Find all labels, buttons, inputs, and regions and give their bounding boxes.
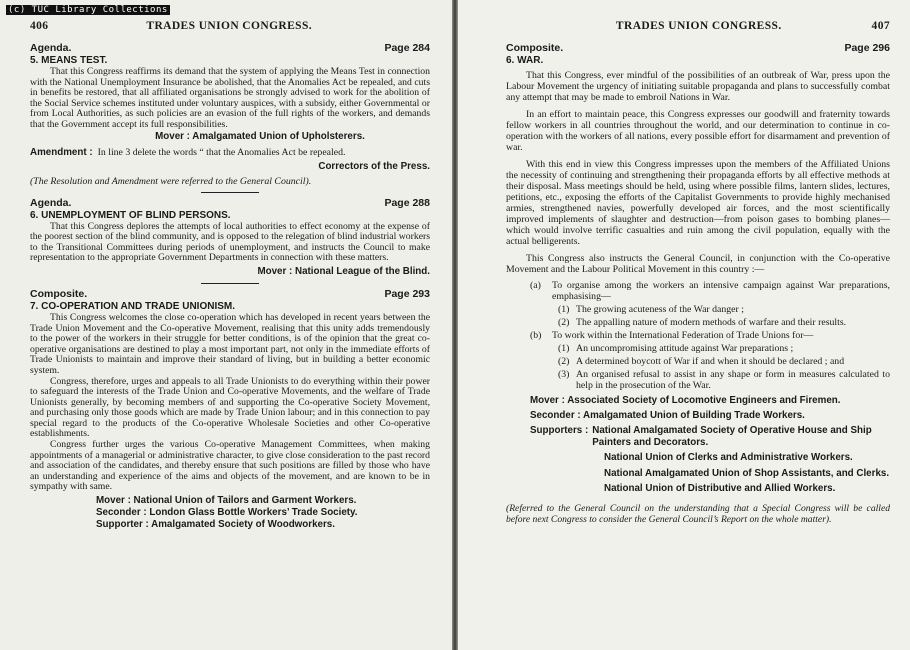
watermark: (c) TUC Library Collections (8, 5, 168, 15)
list-b-subitem-text: An uncompromising attitude against War preparations ; (576, 343, 794, 354)
war-supporters-label: Supporters : (530, 425, 589, 436)
s7-ref-page: Page 293 (384, 287, 430, 300)
s7-mover: Mover : National Union of Tailors and Garment Workers. (96, 495, 357, 507)
war-seconder: Seconder : Amalgamated Union of Building Trade Workers. (530, 410, 805, 421)
right-page-number: 407 (871, 20, 890, 32)
list-b-subitem-text: A determined boycott of War if and when it should be declared ; and (576, 356, 845, 367)
s6-mover: Mover : National League of the Blind. (257, 265, 430, 277)
list-a-item (530, 280, 890, 302)
right-running-title: TRADES UNION CONGRESS. (615, 20, 782, 32)
war-supporter-4: National Union of Distributive and Allied Workers. (604, 483, 836, 494)
s7-refline (30, 288, 430, 300)
list-a-subitems (506, 304, 890, 328)
list-b-subitem (558, 343, 890, 354)
left-running-title: TRADES UNION CONGRESS. (146, 20, 313, 32)
s5-body: That this Congress reaffirms its demand that the system of applying the Means Test in connection with the National Unemployment Insurance be abolished, that the Anomalies Act be repealed, and cuts in benefits be restored, that all affiliated organisations be strongly advised to work for the abolition of the Social Service schemes instituted under voluntary auspices, with a subsidy, either Governmental or from Local Authorities, as such policies are an evasion of the full rights of the workers, and demands that the Government accept its full responsibilities. (30, 66, 430, 130)
s5-amendment-label: Amendment : (30, 146, 93, 158)
left-running-spacer (410, 20, 430, 32)
war-refline (506, 42, 890, 54)
left-page (0, 0, 452, 650)
s7-ref-label: Composite. (30, 287, 88, 300)
s7-heading: 7. CO-OPERATION AND TRADE UNIONISM. (30, 300, 236, 312)
right-page (458, 0, 910, 650)
list-b-subitem-text: An organised refusal to assist in any shape or form in measures calculated to help in the prosecution of the War. (576, 369, 890, 391)
war-closing-note: (Referred to the General Council on the understanding that a Special Congress will be called before next Congress to consider the General Council’s Report on the whole matter). (506, 502, 890, 525)
list-a (506, 280, 890, 302)
s5-amendment (30, 147, 430, 158)
s7-seconder: Seconder : London Glass Bottle Workers’ Trade Society. (96, 507, 358, 519)
war-ref-page: Page 296 (844, 42, 890, 54)
s6-ref-page: Page 288 (384, 196, 430, 209)
s7-supporter: Supporter : Amalgamated Society of Woodworkers. (96, 519, 335, 531)
war-supporter-2: National Union of Clerks and Administrative Workers. (604, 452, 853, 463)
war-supporter-3: National Amalgamated Union of Shop Assistants, and Clerks. (604, 467, 890, 479)
s5-amendment-by: Correctors of the Press. (318, 160, 430, 172)
list-a-subitem-num: (2) (558, 317, 570, 328)
list-a-subitem-text: The growing acuteness of the War danger ; (576, 304, 744, 315)
war-heading: 6. WAR. (506, 55, 544, 66)
list-a-subitem (558, 304, 890, 315)
s5-ref-page: Page 284 (384, 42, 430, 54)
list-a-num: (a) (530, 280, 541, 291)
s7-body-1: This Congress welcomes the close co-operation which has developed in recent years between the Trade Union Movement and the Co-operative Movement, realising that this unity adds tremendously to the power of the workers in their struggle for better conditions, is of the opinion that the great co-operative organisations are destined to play a most important part, not only in the immediate efforts of Trade Unionists to maintain and improve their standard of living, but in building a better economic system. (30, 311, 430, 376)
list-b-subitems (506, 343, 890, 391)
war-supporters (506, 425, 890, 448)
list-b-text: To work within the International Federation of Trade Unions for— (552, 330, 814, 341)
list-a-subitem-text: The appalling nature of modern methods of warfare and their results. (576, 317, 847, 328)
list-b-subitem (558, 369, 890, 391)
list-b-subitem (558, 356, 890, 367)
war-paragraph-3: With this end in view this Congress impresses upon the members of the Affiliated Unions the necessity of continuing and strengthening their propaganda efforts by all effective methods at their disposal. Mass meetings should be held, using where possible films, lantern slides, lectures, petitions, etc., exposing the efforts of the Capitalist Governments to provide highly mechanised armies, strengthened navies, powerfully developed air forces, and the most scientifically improved implements of slaughter and destruction—from poison gases to bombing planes—which would involve terrific casualties and ruin among the civil population, equally with the actual belligerents. (506, 159, 890, 247)
list-b-subitem-num: (1) (558, 343, 570, 354)
s5-heading: 5. MEANS TEST. (30, 55, 108, 66)
list-b-subitem-num: (2) (558, 356, 570, 367)
war-supporter-1: National Amalgamated Society of Operative House and Ship Painters and Decorators. (592, 425, 872, 448)
s5-mover: Mover : Amalgamated Union of Upholsterers. (155, 130, 365, 142)
s6-refline (30, 197, 430, 209)
s5-refline (30, 42, 430, 54)
war-paragraph-1: That this Congress, ever mindful of the possibilities of an outbreak of War, press upon the Labour Movement the urgency of initiating suitable propaganda and plans to successfully combat any attempt that may be made to embroil Nations in War. (506, 70, 890, 103)
s6-heading: 6. UNEMPLOYMENT OF BLIND PERSONS. (30, 209, 231, 221)
divider (201, 192, 259, 193)
s7-body-2: Congress, therefore, urges and appeals to all Trade Unionists to do everything within their power to safeguard the interests of the Trade Union and Co-operative Movements, and the welfare of Trade Unionists generally, by becoming members of and supporting the Co-operative Society Movement, and purchasing only those goods which are made by Trade Union labour; and in this connection to pay special regard to the products of the Co-operative Wholesale Societies and other Co-operative establishments. (30, 375, 430, 440)
s5-ref-label: Agenda. (30, 42, 72, 54)
s5-amendment-text: In line 3 delete the words “ that the Anomalies Act be repealed. (97, 146, 346, 158)
list-b-num: (b) (530, 330, 542, 341)
s6-ref-label: Agenda. (30, 196, 72, 209)
divider (201, 283, 259, 284)
list-a-subitem (558, 317, 890, 328)
war-paragraph-4: This Congress also instructs the General Council, in conjunction with the Co-operative Movement and the Labour Political Movement in this country :— (506, 253, 890, 275)
war-ref-label: Composite. (506, 42, 564, 54)
left-page-number: 406 (30, 20, 49, 32)
list-a-subitem-num: (1) (558, 304, 570, 315)
list-a-text: To organise among the workers an intensive campaign against War preparations, emphasising— (552, 280, 890, 302)
list-b-subitem-num: (3) (558, 369, 570, 380)
list-b (506, 330, 890, 341)
s7-body-3: Congress further urges the various Co-operative Management Committees, when making appointments of a managerial or administrative character, to give close consideration to the past record and association of the candidates, and thereby ensure that such positions are filled by those who have an understanding and experience of the aims and objects of the movement, and are known to be in sympathy with same. (30, 439, 430, 493)
s6-body: That this Congress deplores the attempts of local authorities to effect economy at the expense of the poorest section of the blind community, and is opposed to the relegation of blind industrial workers to the Transitional Committees during periods of unemployment, and instructs the Council to make representation to the appropriate Government Departments in connection with these matters. (30, 220, 430, 264)
left-running-head (30, 20, 430, 32)
right-running-spacer (506, 20, 526, 32)
list-b-item (530, 330, 890, 341)
war-paragraph-2: In an effort to maintain peace, this Congress expresses our goodwill and fraternity towards fellow workers in all countries throughout the world, and our determination to continue in co-operation with the workers of all nations, every possible effort for disarmament and prevention of war. (506, 109, 890, 153)
right-running-head (506, 20, 890, 32)
s5-note: (The Resolution and Amendment were referred to the General Council). (30, 175, 312, 187)
war-mover: Mover : Associated Society of Locomotive Engineers and Firemen. (530, 395, 841, 406)
